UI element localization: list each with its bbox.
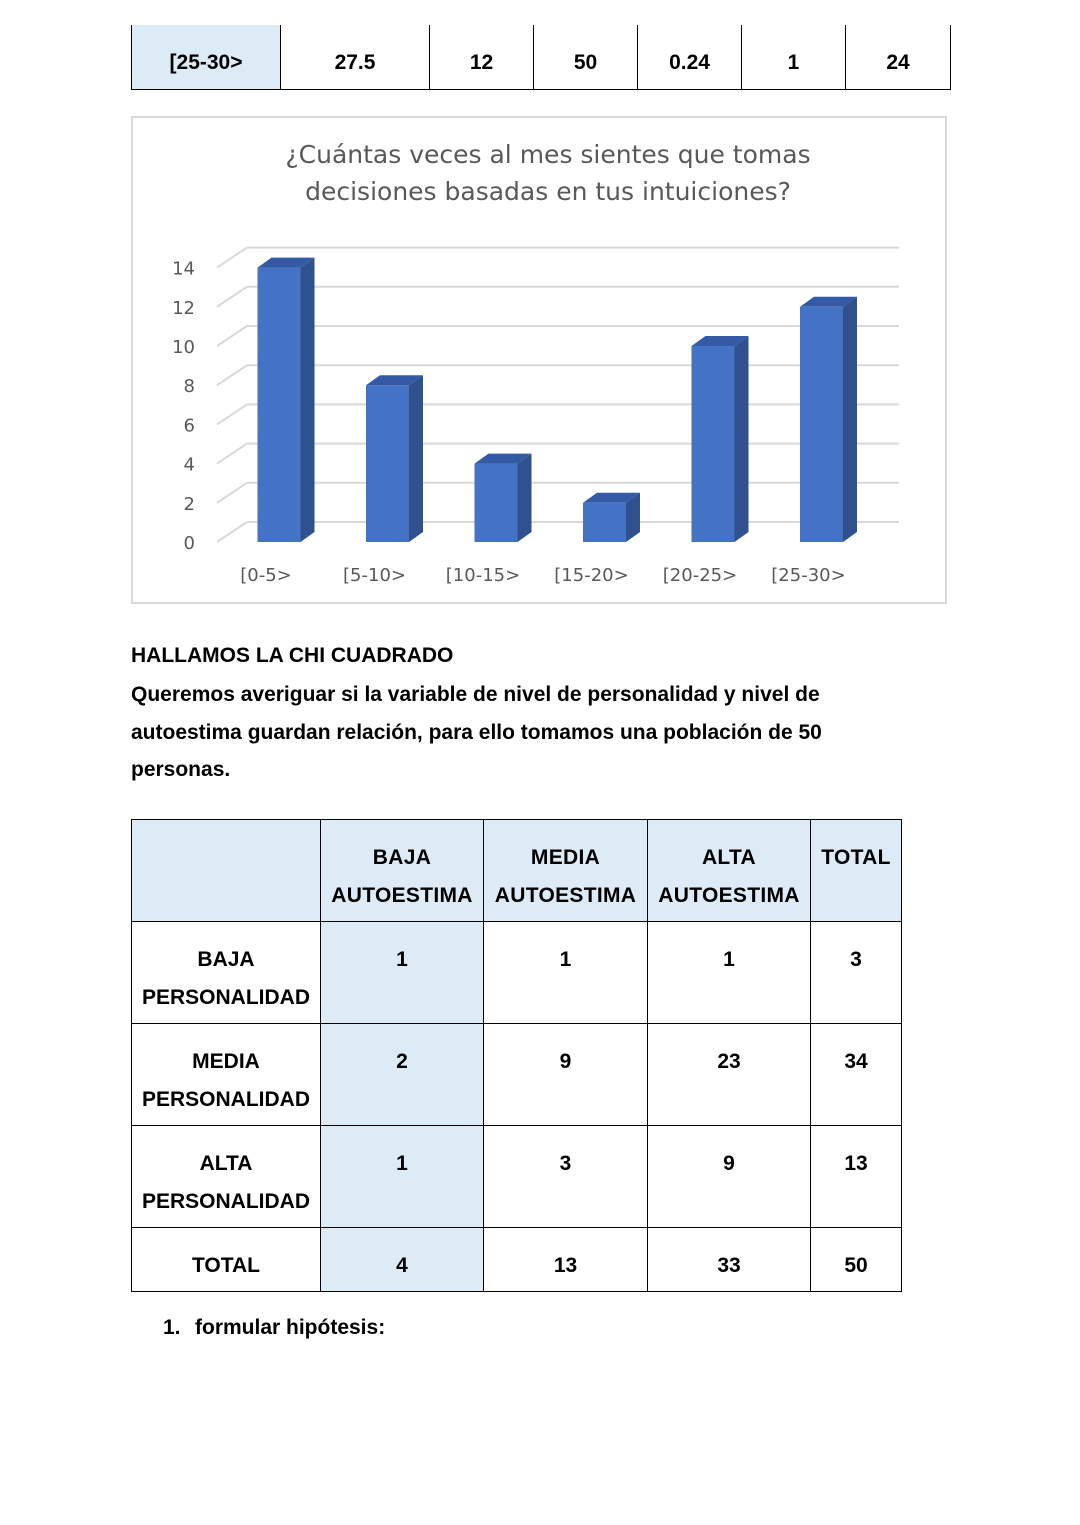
y-tick-label: 10 — [172, 337, 195, 358]
table-row — [132, 25, 951, 90]
bar — [692, 346, 735, 542]
row-label — [132, 1024, 321, 1126]
x-tick-label: [5-10> — [343, 565, 406, 586]
contingency-table — [131, 819, 902, 1292]
row-label-text: MEDIA — [192, 1050, 260, 1073]
gridline-diagonal — [217, 365, 247, 385]
bar — [366, 385, 409, 542]
bar — [258, 268, 301, 542]
y-tick-label: 2 — [183, 493, 195, 515]
gridline-diagonal — [217, 326, 247, 346]
total-label: TOTAL — [132, 1228, 321, 1292]
gridline-diagonal — [217, 287, 247, 307]
header-cell — [321, 820, 484, 922]
x-tick-label: [10-15> — [445, 565, 521, 586]
y-tick-label: 6 — [183, 415, 195, 437]
chart-title-line: ¿Cuántas veces al mes sientes que tomas — [285, 140, 811, 169]
table-cell: 13 — [811, 1126, 902, 1228]
header-text: BAJA — [372, 846, 432, 869]
table-cell: 23 — [648, 1024, 811, 1126]
x-tick-label: [15-20> — [554, 565, 629, 586]
chart-title-line: decisiones basadas en tus intuiciones? — [305, 177, 791, 206]
bar-chart — [131, 116, 947, 604]
header-text: ALTA — [701, 846, 757, 869]
paragraph-line: autoestima guardan relación, para ello tomamos una población de 50 — [131, 720, 822, 744]
x-tick-label: [20-25> — [662, 565, 738, 586]
table-cell: 2 — [321, 1024, 484, 1126]
header-text: AUTOESTIMA — [658, 883, 800, 907]
table-cell: 1 — [484, 922, 648, 1024]
table-row — [132, 922, 902, 1024]
header-text: TOTAL — [821, 846, 891, 869]
table-row — [132, 1024, 902, 1126]
y-tick-label: 0 — [183, 533, 195, 554]
bar-side — [518, 454, 532, 542]
table-cell: 3 — [811, 922, 902, 1024]
table-cell: [25-30> — [132, 25, 281, 90]
gridline-diagonal — [217, 483, 247, 503]
row-label-text: ALTA — [199, 1152, 253, 1175]
table-cell: 13 — [484, 1228, 648, 1292]
gridline-diagonal — [217, 248, 247, 268]
bar — [800, 307, 843, 542]
numbered-list-item — [163, 1316, 385, 1340]
y-tick-label: 14 — [172, 258, 195, 280]
table-header-row — [132, 820, 902, 922]
row-label-text: BAJA — [197, 948, 255, 971]
table-cell: 50 — [811, 1228, 902, 1292]
header-text: AUTOESTIMA — [331, 883, 473, 907]
bar — [583, 503, 626, 542]
bar-side — [843, 297, 857, 542]
row-label-text: PERSONALIDAD — [141, 1189, 310, 1213]
bar — [475, 464, 518, 542]
y-tick-label: 12 — [172, 297, 195, 319]
list-text: formular hipótesis: — [195, 1316, 386, 1339]
table-cell: 33 — [648, 1228, 811, 1292]
gridline-diagonal — [217, 404, 247, 424]
table-cell: 1 — [648, 922, 811, 1024]
x-tick-label: [0-5> — [240, 565, 292, 586]
x-tick-label: [25-30> — [771, 565, 846, 586]
table-cell: 1 — [742, 25, 846, 90]
header-cell — [484, 820, 648, 922]
row-label-text: PERSONALIDAD — [141, 1087, 310, 1111]
intro-paragraph — [131, 676, 891, 789]
header-cell-empty — [132, 820, 321, 922]
table-total-row — [132, 1228, 902, 1292]
table-cell: 34 — [811, 1024, 902, 1126]
table-cell: 9 — [648, 1126, 811, 1228]
paragraph-line: Queremos averiguar si la variable de nivel de personalidad y nivel de — [131, 683, 820, 706]
table-cell: 3 — [484, 1126, 648, 1228]
y-tick-label: 4 — [183, 454, 195, 476]
bar-side — [301, 258, 315, 542]
chart-plot-area — [133, 118, 949, 606]
table-cell: 4 — [321, 1228, 484, 1292]
table-cell: 1 — [321, 1126, 484, 1228]
header-text: MEDIA — [530, 846, 601, 869]
table-cell: 24 — [846, 25, 951, 90]
header-text: AUTOESTIMA — [494, 883, 637, 907]
list-number: 1. — [163, 1316, 181, 1339]
table-cell: 50 — [534, 25, 638, 90]
frequency-table-partial — [131, 25, 951, 90]
row-label — [132, 1126, 321, 1228]
section-heading: HALLAMOS LA CHI CUADRADO — [131, 644, 454, 667]
table-cell: 0.24 — [638, 25, 742, 90]
gridline-diagonal — [217, 522, 247, 542]
row-label — [132, 922, 321, 1024]
y-tick-label: 8 — [183, 376, 195, 398]
paragraph-line: personas. — [131, 758, 231, 781]
bar-side — [735, 336, 749, 542]
header-cell — [648, 820, 811, 922]
bar-side — [409, 375, 423, 542]
header-cell — [811, 820, 902, 922]
table-cell: 9 — [484, 1024, 648, 1126]
table-row — [132, 1126, 902, 1228]
gridline-diagonal — [217, 444, 247, 464]
table-cell: 1 — [321, 922, 484, 1024]
table-cell: 27.5 — [281, 25, 430, 90]
table-cell: 12 — [430, 25, 534, 90]
row-label-text: PERSONALIDAD — [141, 985, 310, 1009]
